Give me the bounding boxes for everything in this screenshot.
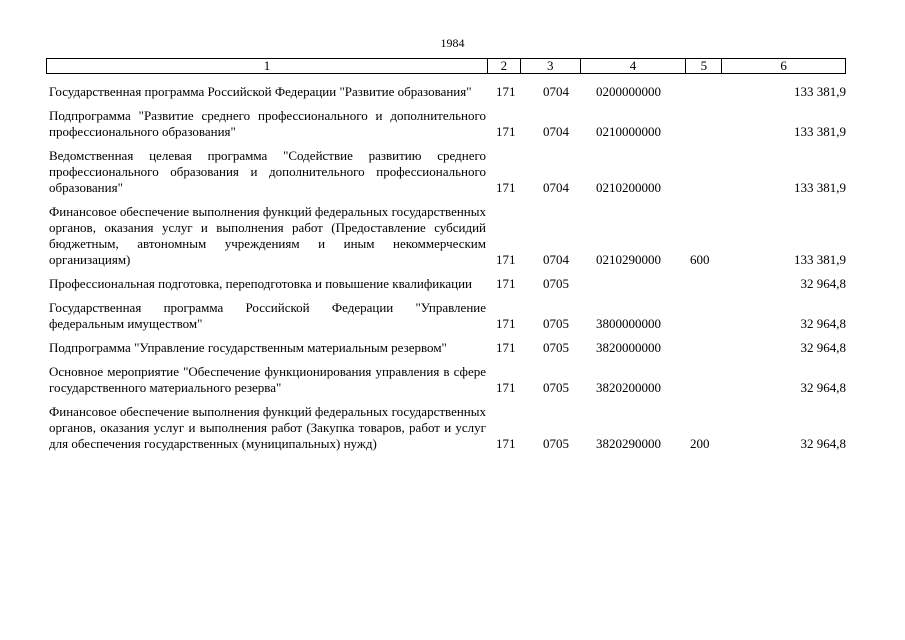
header-col-1: 1 xyxy=(47,59,488,73)
row-col-4: 0210200000 xyxy=(596,180,661,195)
table-row xyxy=(49,204,846,268)
row-col-4: 3800000000 xyxy=(596,316,661,331)
row-col-3: 0705 xyxy=(543,340,569,355)
table-row xyxy=(49,84,846,100)
header-col-4: 4 xyxy=(581,59,687,73)
row-col-4: 0210290000 xyxy=(596,252,661,267)
row-col-4: 0200000000 xyxy=(596,84,661,99)
table-row xyxy=(49,364,846,396)
row-col-6: 133 381,9 xyxy=(794,124,846,139)
row-col-6: 32 964,8 xyxy=(800,340,846,355)
row-description: Профессиональная подготовка, переподготовка и повышение квалификации xyxy=(49,276,473,291)
header-col-5: 5 xyxy=(686,59,722,73)
row-description: Ведомственная целевая программа "Содействие развитию среднего профессионального образования и дополнительного профессионального образования" xyxy=(49,148,486,195)
table-row xyxy=(49,108,846,140)
table-row xyxy=(49,300,846,332)
header-col-6: 6 xyxy=(780,58,787,73)
row-col-2: 171 xyxy=(496,84,516,99)
table-row xyxy=(49,404,846,452)
row-description: Основное мероприятие "Обеспечение функционирования управления в сфере государственного материального резерва" xyxy=(49,364,486,395)
row-col-4: 0210000000 xyxy=(596,124,661,139)
row-col-6: 133 381,9 xyxy=(794,180,846,195)
page-number: 1984 xyxy=(440,36,465,50)
row-col-4: 3820290000 xyxy=(596,436,661,451)
row-description: Подпрограмма "Управление государственным материальным резервом" xyxy=(49,340,447,355)
row-col-5: 200 xyxy=(690,436,710,451)
row-description: Финансовое обеспечение выполнения функций федеральных государственных органов, оказания услуг и выполнения работ (Предоставление субсидий бюджетным, автономным учреждениям и иным некоммерческим организациям) xyxy=(49,204,486,267)
row-col-2: 171 xyxy=(496,340,516,355)
row-col-6: 133 381,9 xyxy=(794,252,846,267)
table-row xyxy=(49,340,846,356)
row-col-2: 171 xyxy=(496,252,516,267)
row-col-2: 171 xyxy=(496,180,516,195)
row-col-2: 171 xyxy=(496,124,516,139)
row-col-3: 0705 xyxy=(543,316,569,331)
row-col-4: 3820200000 xyxy=(596,380,661,395)
row-col-2: 171 xyxy=(496,316,516,331)
table-header xyxy=(46,58,846,74)
row-col-3: 0705 xyxy=(543,276,569,291)
row-col-3: 0705 xyxy=(543,436,569,451)
table-body xyxy=(49,84,846,460)
row-col-4: 3820000000 xyxy=(596,340,661,355)
row-col-5: 600 xyxy=(690,252,710,267)
row-col-6: 32 964,8 xyxy=(800,276,846,291)
row-col-2: 171 xyxy=(496,276,516,291)
row-col-6: 133 381,9 xyxy=(794,84,846,99)
row-description: Государственная программа Российской Федерации "Управление федеральным имуществом" xyxy=(49,300,486,331)
table-row xyxy=(49,148,846,196)
row-col-3: 0704 xyxy=(543,180,569,195)
row-description: Подпрограмма "Развитие среднего профессионального и дополнительного профессионального образования" xyxy=(49,108,486,139)
row-col-6: 32 964,8 xyxy=(800,316,846,331)
row-col-2: 171 xyxy=(496,380,516,395)
row-description: Государственная программа Российской Федерации "Развитие образования" xyxy=(49,84,472,99)
row-col-6: 32 964,8 xyxy=(800,436,846,451)
row-col-6: 32 964,8 xyxy=(800,380,846,395)
row-description: Финансовое обеспечение выполнения функций федеральных государственных органов, оказания услуг и выполнения работ (Закупка товаров, работ и услуг для обеспечения государственных (муниципальных) нужд) xyxy=(49,404,486,451)
row-col-3: 0704 xyxy=(543,252,569,267)
row-col-3: 0704 xyxy=(543,84,569,99)
row-col-3: 0704 xyxy=(543,124,569,139)
header-col-3: 3 xyxy=(521,59,581,73)
table-row xyxy=(49,276,846,292)
row-col-3: 0705 xyxy=(543,380,569,395)
row-col-2: 171 xyxy=(496,436,516,451)
header-col-2: 2 xyxy=(488,59,521,73)
